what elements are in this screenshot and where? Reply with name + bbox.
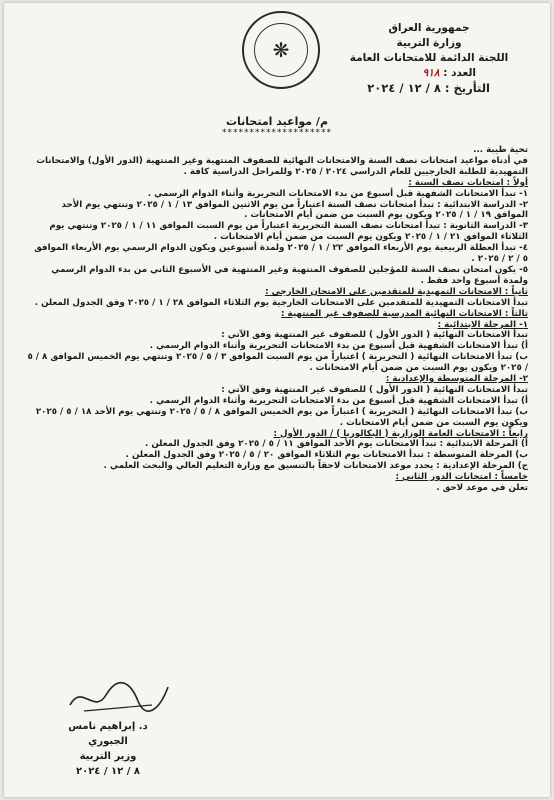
greeting: تحية طيبة ...	[473, 145, 528, 155]
ministry-seal-icon: ❋	[242, 11, 320, 89]
document-date	[324, 81, 534, 96]
list-item: ٣- الدراسة الثانوية : تبدأ امتحانات نصف السنة التحريرية اعتباراً من يوم السبت الموافق ١١ / ١ / ٢٠٢٥ وتنتهي يوم الثلاثاء الموافق ٢١ / ١ / ٢٠٢٥ ويكون يوم السبت من ضمن أيام الامتحانات .	[49, 221, 528, 243]
list-item: ب) تبدأ الامتحانات النهائية ( التحريرية ) اعتباراً من يوم السبت الموافق ٣ / ٥ / ٢٠٢٥ وتنتهي يوم الخميس الموافق ٨ / ٥ / ٢٠٢٥ ويكون يوم السبت من ضمن أيام الامتحانات .	[27, 352, 528, 374]
letterhead	[324, 21, 534, 96]
date-label: التأريخ :	[444, 81, 490, 95]
section-second-text: تبدأ الامتحانات التمهيدية للمتقدمين على الامتحانات الخارجية يوم الثلاثاء الموافق ٢٨ / ١ / ٢٠٢٥ وفق الجدول المعلن .	[34, 297, 528, 308]
intro-paragraph: في أدناه مواعيد امتحانات نصف السنة والامتحانات النهائية للصفوف المنتهية وغير المنتهية (الدور الأول) والامتحانات التمهيدية للطلبة الخارجيين للعام الدراسي ٢٠٢٤ / ٢٠٢٥ وللمراحل الدراسية كافة .	[36, 155, 528, 177]
list-item: ٢- الدراسة الابتدائية : تبدأ امتحانات نصف السنة اعتباراً من يوم الاثنين الموافق ١٣ / ١ / ٢٠٢٥ وتنتهي يوم الأحد الموافق ١٩ / ١ / ٢٠٢٥ ويكون يوم السبت من ضمن أيام الامتحانات .	[61, 199, 528, 221]
list-item: تبدأ الامتحانات النهائية ( الدور الأول ) للصفوف غير المنتهية وفق الآتي :	[221, 384, 528, 395]
section-second-heading: ثانياً : الامتحانات التمهيدية للمتقدمين على الامتحان الخارجي :	[265, 286, 528, 297]
list-item: أ) تبدأ الامتحانات الشفهية قبل أسبوع من بدء الامتحانات التحريرية وأثناء الدوام الرسمي .	[149, 395, 528, 406]
signatory-name: د. إبراهيم نامس الجبوري	[68, 721, 148, 747]
handwritten-signature-icon	[64, 675, 174, 719]
section-fourth-heading: رابعاً : الامتحانات العامة الوزارية ( البكالوريا ) / الدور الأول :	[273, 428, 528, 439]
list-item: ج) المرحلة الإعدادية : يحدد موعد الامتحانات لاحقاً بالتنسيق مع وزارة التعليم العالي والبحث العلمي .	[103, 461, 528, 472]
section-fifth-heading: خامساً : امتحانات الدور الثاني :	[395, 472, 528, 483]
list-item: ٤- تبدأ العطلة الربيعية يوم الأربعاء الموافق ٢٢ / ١ / ٢٠٢٥ ولمدة أسبوعين ويكون الدوام الرسمي يوم الأربعاء الموافق ٥ / ٢ / ٢٠٢٥ .	[34, 243, 528, 265]
ministry-name: وزارة التربية	[396, 37, 462, 49]
list-item: ب) المرحلة المتوسطة : تبدأ الامتحانات يوم الثلاثاء الموافق ٢٠ / ٥ / ٢٠٢٥ وفق الجدول المعلن .	[125, 450, 528, 461]
document-page	[4, 3, 550, 797]
date-value: ٨ / ١٢ / ٢٠٢٤	[367, 81, 441, 95]
committee-name: اللجنة الدائمة للامتحانات العامة	[349, 52, 509, 64]
secondary-stage-heading: ٢- المرحلة المتوسطة والإعدادية :	[385, 374, 528, 385]
subject-line: م/ مواعيد امتحانات	[225, 115, 329, 128]
section-third-heading: ثالثاً : الامتحانات النهائية المدرسية للصفوف غير المنتهية :	[281, 308, 528, 319]
section-fifth-text: تعلن في موعد لاحق .	[436, 483, 528, 494]
number-value: ٩١٨	[422, 67, 440, 79]
number-label: العدد :	[443, 67, 476, 79]
primary-stage-heading: ١- المرحلة الابتدائية :	[437, 319, 528, 330]
signature-block	[48, 719, 168, 779]
country-name: جمهورية العراق	[388, 22, 470, 34]
list-item: أ) المرحلة الابتدائية : تبدأ الامتحانات يوم الأحد الموافق ١١ / ٥ / ٢٠٢٥ وفق الجدول المعلن .	[145, 439, 528, 450]
list-item: ١- تبدأ الامتحانات الشفهية قبل أسبوع من بدء الامتحانات التحريرية وأثناء الدوام الرسمي .	[147, 188, 528, 199]
letter-body	[26, 145, 528, 494]
reference-number	[324, 66, 534, 81]
signatory-title: وزير التربية	[79, 751, 137, 762]
list-item: تبدأ الامتحانات النهائية ( الدور الأول ) للصفوف غير المنتهية وفق الآتي :	[221, 330, 528, 341]
list-item: ٥- يكون امتحان نصف السنة للمؤجلين للصفوف المنتهية وغير المنتهية في الأسبوع الثاني من بدء الدوام الرسمي ولمدة أسبوع واحد فقط .	[51, 264, 528, 286]
star-divider: ********************	[222, 128, 332, 138]
list-item: أ) تبدأ الامتحانات الشفهية قبل أسبوع من بدء الامتحانات التحريرية وأثناء الدوام الرسمي .	[149, 341, 528, 352]
section-first-heading: أولاً : امتحانات نصف السنة :	[408, 177, 528, 188]
signature-date: ٨ / ١٢ / ٢٠٢٤	[76, 766, 140, 777]
list-item: ب) تبدأ الامتحانات النهائية ( التحريرية ) اعتباراً من يوم الخميس الموافق ٨ / ٥ / ٢٠٢٥ وتنتهي يوم الأحد ١٨ / ٥ / ٢٠٢٥ ويكون يوم السبت من ضمن أيام الامتحانات .	[35, 406, 528, 428]
